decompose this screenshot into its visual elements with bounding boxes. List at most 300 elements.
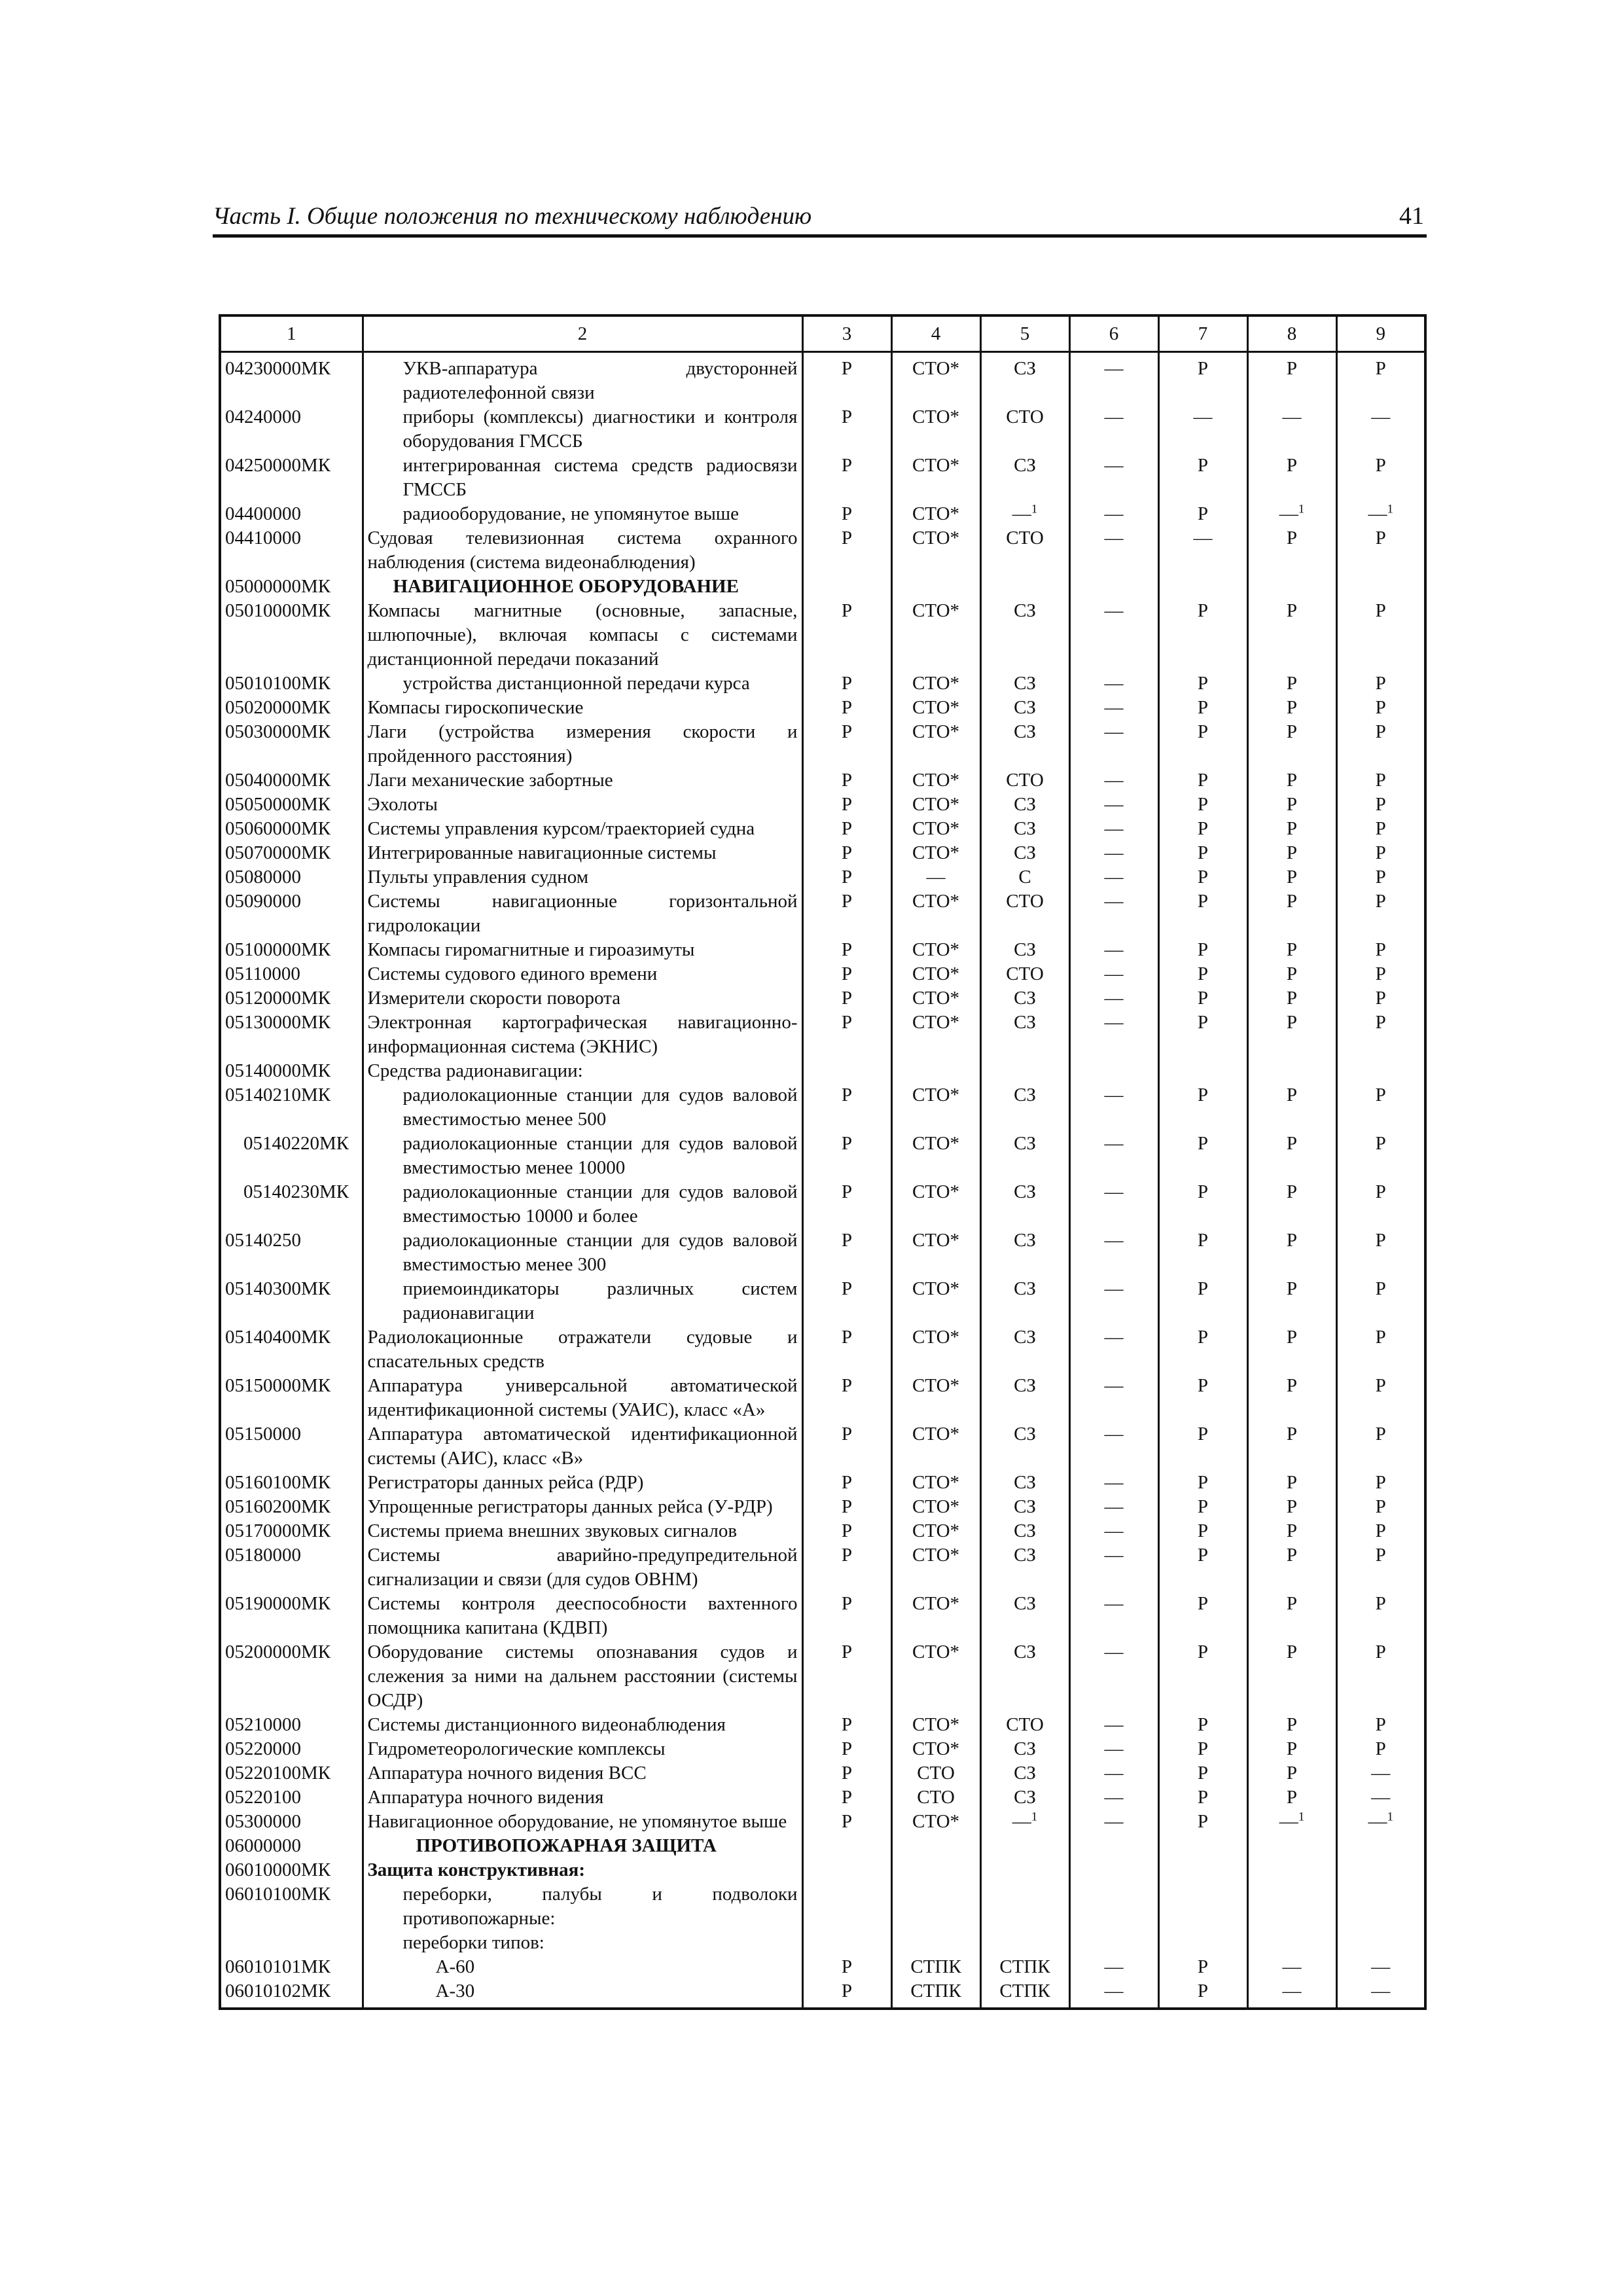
item-description: радиолокационные станции для судов валовой вместимостью 10000 и более — [363, 1180, 802, 1229]
cell-value: — — [1104, 673, 1124, 694]
requirement-cell-col9 — [1336, 1180, 1425, 1229]
requirement-cell-col9 — [1336, 768, 1425, 793]
cell-value: Р — [1197, 988, 1209, 1009]
table-row — [220, 1931, 1425, 1955]
cell-value: Р — [1197, 1714, 1209, 1735]
requirement-cell-col7 — [1158, 502, 1247, 526]
item-description: Электронная картографическая навигационно-информационная система (ЭКНИС) — [363, 1011, 802, 1059]
requirement-cell-col3 — [802, 405, 891, 454]
requirement-cell-col9 — [1336, 720, 1425, 768]
requirement-cell-col5 — [980, 1325, 1069, 1374]
requirement-cell-col8 — [1247, 841, 1336, 865]
requirement-cell-col6 — [1069, 672, 1158, 696]
table-row — [220, 793, 1425, 817]
requirement-cell-col6 — [1069, 938, 1158, 962]
table-row — [220, 768, 1425, 793]
cell-value: Р — [1286, 600, 1298, 621]
requirement-cell-col3 — [802, 817, 891, 841]
cell-value: Р — [841, 1593, 853, 1614]
item-code: 05060000МК — [220, 817, 363, 841]
requirement-cell-col6 — [1069, 793, 1158, 817]
column-header: 6 — [1069, 315, 1158, 352]
item-code: 05120000МК — [220, 986, 363, 1011]
cell-value: Р — [1286, 673, 1298, 694]
requirement-cell-col5 — [980, 1277, 1069, 1325]
requirement-cell-col8 — [1247, 1834, 1336, 1858]
cell-value: СТО* — [912, 1133, 960, 1154]
requirement-cell-col5 — [980, 1059, 1069, 1083]
cell-value: Р — [841, 1085, 853, 1105]
requirement-cell-col9 — [1336, 962, 1425, 986]
cell-value: — — [1104, 867, 1124, 888]
cell-value: СТПК — [999, 1981, 1050, 2001]
cell-value: — — [1371, 1981, 1391, 2001]
item-code: 04230000МК — [220, 352, 363, 406]
item-code: 05220100МК — [220, 1761, 363, 1785]
requirement-cell-col3 — [802, 1785, 891, 1810]
requirement-cell-col8 — [1247, 672, 1336, 696]
requirement-cell-col8 — [1247, 502, 1336, 526]
requirement-cell-col7 — [1158, 768, 1247, 793]
requirement-cell-col9 — [1336, 1979, 1425, 2009]
footnote-marker: 1 — [1298, 502, 1305, 516]
cell-value: Р — [1197, 721, 1209, 742]
item-code: 05140210МК — [220, 1083, 363, 1132]
cell-value: — — [1368, 503, 1387, 524]
requirement-cell-col8 — [1247, 1495, 1336, 1519]
cell-value: — — [1279, 503, 1298, 524]
item-description: НАВИГАЦИОННОЕ ОБОРУДОВАНИЕ — [363, 575, 802, 599]
requirement-cell-col3 — [802, 1834, 891, 1858]
cell-value: Р — [1197, 963, 1209, 984]
requirement-cell-col7 — [1158, 1277, 1247, 1325]
requirement-cell-col8 — [1247, 454, 1336, 502]
cell-value: Р — [1375, 1714, 1386, 1735]
requirement-cell-col5 — [980, 502, 1069, 526]
requirement-cell-col6 — [1069, 768, 1158, 793]
requirement-cell-col8 — [1247, 575, 1336, 599]
cell-value: СТО* — [912, 818, 960, 839]
cell-value: СЗ — [1014, 794, 1036, 815]
requirement-cell-col6 — [1069, 599, 1158, 672]
requirement-cell-col7 — [1158, 1810, 1247, 1834]
item-description: Гидрометеорологические комплексы — [363, 1737, 802, 1761]
item-description: Аппаратура универсальной автоматической идентификационной системы (УАИС), класс «А» — [363, 1374, 802, 1422]
requirement-cell-col5 — [980, 986, 1069, 1011]
column-header: 7 — [1158, 315, 1247, 352]
cell-value: Р — [1197, 1327, 1209, 1348]
item-description: Эхолоты — [363, 793, 802, 817]
requirement-cell-col3 — [802, 1471, 891, 1495]
requirement-cell-col9 — [1336, 1471, 1425, 1495]
requirement-cell-col9 — [1336, 1810, 1425, 1834]
cell-value: Р — [1286, 842, 1298, 863]
cell-value: Р — [841, 1738, 853, 1759]
cell-value: — — [1282, 1981, 1302, 2001]
requirement-cell-col7 — [1158, 1882, 1247, 1931]
cell-value: СТО* — [912, 891, 960, 912]
requirement-cell-col7 — [1158, 405, 1247, 454]
item-code: 05150000 — [220, 1422, 363, 1471]
requirement-cell-col3 — [802, 1325, 891, 1374]
cell-value: Р — [1375, 794, 1386, 815]
cell-value: Р — [1375, 770, 1386, 791]
requirement-cell-col4 — [891, 575, 980, 599]
requirement-cell-col4 — [891, 1882, 980, 1931]
requirement-cell-col7 — [1158, 1858, 1247, 1882]
cell-value: СЗ — [1014, 818, 1036, 839]
requirement-cell-col6 — [1069, 1325, 1158, 1374]
requirement-cell-col7 — [1158, 889, 1247, 938]
requirement-cell-col9 — [1336, 817, 1425, 841]
cell-value: — — [1371, 1956, 1391, 1977]
item-description: Системы приема внешних звуковых сигналов — [363, 1519, 802, 1543]
requirement-cell-col5 — [980, 841, 1069, 865]
requirement-cell-col7 — [1158, 841, 1247, 865]
item-code: 05140250 — [220, 1229, 363, 1277]
requirement-cell-col5 — [980, 599, 1069, 672]
requirement-cell-col6 — [1069, 1374, 1158, 1422]
requirement-cell-col7 — [1158, 1592, 1247, 1640]
requirement-cell-col4 — [891, 502, 980, 526]
footnote-marker: 1 — [1031, 1810, 1038, 1824]
cell-value: СТО* — [912, 1327, 960, 1348]
item-description: радиолокационные станции для судов валовой вместимостью менее 10000 — [363, 1132, 802, 1180]
requirement-cell-col7 — [1158, 1059, 1247, 1083]
cell-value: Р — [841, 1763, 853, 1784]
cell-value: Р — [841, 1981, 853, 2001]
cell-value: С — [1018, 867, 1031, 888]
cell-value: СТО* — [912, 528, 960, 548]
cell-value: — — [1104, 528, 1124, 548]
table-row — [220, 526, 1425, 575]
cell-value: — — [1104, 770, 1124, 791]
item-code: 05200000МК — [220, 1640, 363, 1713]
requirement-cell-col6 — [1069, 1737, 1158, 1761]
requirement-cell-col8 — [1247, 1737, 1336, 1761]
table-row — [220, 599, 1425, 672]
requirement-cell-col6 — [1069, 1713, 1158, 1737]
cell-value: Р — [1286, 891, 1298, 912]
cell-value: Р — [1197, 1956, 1209, 1977]
item-code: 05140400МК — [220, 1325, 363, 1374]
cell-value: Р — [841, 528, 853, 548]
requirement-cell-col7 — [1158, 599, 1247, 672]
cell-value: СТО* — [912, 988, 960, 1009]
requirement-cell-col9 — [1336, 575, 1425, 599]
item-code: 05100000МК — [220, 938, 363, 962]
cell-value: СТО — [917, 1763, 955, 1784]
cell-value: — — [1371, 406, 1391, 427]
requirement-cell-col7 — [1158, 1229, 1247, 1277]
table-row — [220, 1083, 1425, 1132]
table-row — [220, 1737, 1425, 1761]
requirement-cell-col3 — [802, 841, 891, 865]
requirement-cell-col5 — [980, 720, 1069, 768]
requirement-cell-col6 — [1069, 1761, 1158, 1785]
item-code: 05000000МК — [220, 575, 363, 599]
requirement-cell-col3 — [802, 1180, 891, 1229]
requirement-cell-col4 — [891, 1785, 980, 1810]
cell-value: Р — [1375, 818, 1386, 839]
table-row — [220, 405, 1425, 454]
requirement-cell-col3 — [802, 1011, 891, 1059]
cell-value: — — [1104, 891, 1124, 912]
cell-value: Р — [1375, 1085, 1386, 1105]
column-header: 5 — [980, 315, 1069, 352]
requirement-cell-col5 — [980, 1834, 1069, 1858]
item-description: Лаги (устройства измерения скорости и пройденного расстояния) — [363, 720, 802, 768]
requirement-cell-col7 — [1158, 793, 1247, 817]
cell-value: — — [1371, 1787, 1391, 1808]
requirement-cell-col8 — [1247, 1422, 1336, 1471]
cell-value: Р — [1197, 1763, 1209, 1784]
cell-value: Р — [841, 794, 853, 815]
requirement-cell-col8 — [1247, 1519, 1336, 1543]
cell-value: СТО* — [912, 1496, 960, 1517]
cell-value: Р — [1375, 939, 1386, 960]
cell-value: Р — [1197, 1133, 1209, 1154]
cell-value: Р — [1375, 891, 1386, 912]
table-row — [220, 1713, 1425, 1737]
cell-value: СЗ — [1014, 939, 1036, 960]
cell-value: — — [1104, 1472, 1124, 1493]
item-code: 05190000МК — [220, 1592, 363, 1640]
requirement-cell-col4 — [891, 817, 980, 841]
requirement-cell-col3 — [802, 502, 891, 526]
requirement-cell-col6 — [1069, 1495, 1158, 1519]
requirement-cell-col4 — [891, 986, 980, 1011]
table-row — [220, 454, 1425, 502]
requirement-cell-col9 — [1336, 1495, 1425, 1519]
item-description: А-60 — [363, 1955, 802, 1979]
cell-value: Р — [1375, 673, 1386, 694]
requirement-cell-col7 — [1158, 1834, 1247, 1858]
requirement-cell-col4 — [891, 1495, 980, 1519]
requirement-cell-col7 — [1158, 1495, 1247, 1519]
requirement-cell-col8 — [1247, 1059, 1336, 1083]
requirement-cell-col7 — [1158, 1761, 1247, 1785]
requirement-cell-col7 — [1158, 526, 1247, 575]
requirement-cell-col3 — [802, 889, 891, 938]
cell-value: — — [1104, 1738, 1124, 1759]
requirement-cell-col6 — [1069, 1132, 1158, 1180]
requirement-cell-col4 — [891, 1713, 980, 1737]
cell-value: СТО — [1006, 891, 1044, 912]
cell-value: Р — [841, 600, 853, 621]
item-description: А-30 — [363, 1979, 802, 2009]
requirement-cell-col4 — [891, 672, 980, 696]
cell-value: Р — [1286, 1545, 1298, 1566]
column-header: 1 — [220, 315, 363, 352]
requirement-cell-col9 — [1336, 352, 1425, 406]
requirement-cell-col6 — [1069, 1882, 1158, 1931]
cell-value: Р — [1197, 1012, 1209, 1033]
item-description: УКВ-аппаратура двусторонней радиотелефонной связи — [363, 352, 802, 406]
cell-value: Р — [1375, 1496, 1386, 1517]
cell-value: Р — [1286, 1012, 1298, 1033]
item-code: 04400000 — [220, 502, 363, 526]
requirement-cell-col6 — [1069, 1277, 1158, 1325]
requirement-cell-col8 — [1247, 526, 1336, 575]
page-header — [213, 203, 1427, 238]
table-row — [220, 889, 1425, 938]
cell-value: СЗ — [1014, 1520, 1036, 1541]
cell-value: СТО — [1006, 963, 1044, 984]
requirement-cell-col3 — [802, 1882, 891, 1931]
requirement-cell-col5 — [980, 1011, 1069, 1059]
table-row — [220, 1592, 1425, 1640]
cell-value: — — [1104, 818, 1124, 839]
item-code: 05170000МК — [220, 1519, 363, 1543]
cell-value: Р — [841, 1424, 853, 1444]
cell-value: — — [1104, 697, 1124, 718]
requirement-cell-col6 — [1069, 1810, 1158, 1834]
cell-value: СЗ — [1014, 721, 1036, 742]
requirement-cell-col4 — [891, 1229, 980, 1277]
cell-value: СТО* — [912, 600, 960, 621]
requirement-cell-col7 — [1158, 1471, 1247, 1495]
cell-value: — — [1104, 503, 1124, 524]
requirement-cell-col5 — [980, 1543, 1069, 1592]
column-header: 4 — [891, 315, 980, 352]
requirement-cell-col7 — [1158, 696, 1247, 720]
cell-value: Р — [841, 1375, 853, 1396]
requirement-cell-col4 — [891, 454, 980, 502]
requirement-cell-col6 — [1069, 889, 1158, 938]
item-code: 05160100МК — [220, 1471, 363, 1495]
requirement-cell-col4 — [891, 1737, 980, 1761]
requirement-cell-col8 — [1247, 1277, 1336, 1325]
requirement-cell-col7 — [1158, 1931, 1247, 1955]
cell-value: — — [1104, 1375, 1124, 1396]
table-row — [220, 1810, 1425, 1834]
requirement-cell-col3 — [802, 1713, 891, 1737]
cell-value: Р — [841, 455, 853, 476]
requirement-cell-col9 — [1336, 1059, 1425, 1083]
requirement-cell-col3 — [802, 454, 891, 502]
requirement-cell-col6 — [1069, 1543, 1158, 1592]
cell-value: — — [1104, 1133, 1124, 1154]
cell-value: — — [1104, 939, 1124, 960]
requirement-cell-col8 — [1247, 1955, 1336, 1979]
cell-value: — — [1371, 1763, 1391, 1784]
requirement-cell-col9 — [1336, 1011, 1425, 1059]
requirement-cell-col3 — [802, 1761, 891, 1785]
cell-value: СТО* — [912, 939, 960, 960]
cell-value: Р — [1286, 939, 1298, 960]
requirement-cell-col3 — [802, 986, 891, 1011]
cell-value: Р — [1197, 1981, 1209, 2001]
requirement-cell-col7 — [1158, 1713, 1247, 1737]
requirement-cell-col5 — [980, 454, 1069, 502]
column-header: 3 — [802, 315, 891, 352]
requirement-cell-col5 — [980, 526, 1069, 575]
cell-value: — — [1104, 963, 1124, 984]
requirement-cell-col6 — [1069, 352, 1158, 406]
requirement-cell-col6 — [1069, 1083, 1158, 1132]
requirement-cell-col4 — [891, 526, 980, 575]
item-description: Системы дистанционного видеонаблюдения — [363, 1713, 802, 1737]
cell-value: — — [1104, 1714, 1124, 1735]
cell-value: Р — [1197, 1520, 1209, 1541]
item-code: 05140220МК — [220, 1132, 363, 1180]
requirement-cell-col7 — [1158, 1374, 1247, 1422]
requirement-cell-col5 — [980, 1592, 1069, 1640]
item-description: Упрощенные регистраторы данных рейса (У-РДР) — [363, 1495, 802, 1519]
cell-value: — — [1104, 1230, 1124, 1251]
cell-value: — — [1282, 1956, 1302, 1977]
requirement-cell-col9 — [1336, 1955, 1425, 1979]
cell-value: СТО* — [912, 1738, 960, 1759]
requirement-cell-col6 — [1069, 1180, 1158, 1229]
requirement-cell-col9 — [1336, 889, 1425, 938]
requirement-cell-col8 — [1247, 1882, 1336, 1931]
cell-value: СТО* — [912, 406, 960, 427]
requirement-cell-col7 — [1158, 1979, 1247, 2009]
requirement-cell-col3 — [802, 1519, 891, 1543]
cell-value: Р — [841, 1327, 853, 1348]
cell-value: СТО* — [912, 963, 960, 984]
cell-value: Р — [1375, 963, 1386, 984]
cell-value: Р — [1375, 1133, 1386, 1154]
table-row — [220, 672, 1425, 696]
item-description: Системы судового единого времени — [363, 962, 802, 986]
requirement-cell-col3 — [802, 696, 891, 720]
cell-value: Р — [1375, 988, 1386, 1009]
cell-value: Р — [841, 1012, 853, 1033]
cell-value: — — [1104, 721, 1124, 742]
item-description: Средства радионавигации: — [363, 1059, 802, 1083]
cell-value: Р — [1197, 1811, 1209, 1832]
requirement-cell-col3 — [802, 575, 891, 599]
cell-value: Р — [1197, 1738, 1209, 1759]
cell-value: — — [1104, 1012, 1124, 1033]
requirement-cell-col9 — [1336, 1713, 1425, 1737]
requirement-cell-col7 — [1158, 575, 1247, 599]
item-description: Аппаратура ночного видения ВСС — [363, 1761, 802, 1785]
cell-value: — — [1104, 1956, 1124, 1977]
table-row — [220, 986, 1425, 1011]
cell-value: Р — [1197, 1181, 1209, 1202]
cell-value: — — [1193, 406, 1213, 427]
requirement-cell-col9 — [1336, 986, 1425, 1011]
requirement-cell-col3 — [802, 1543, 891, 1592]
cell-value: Р — [1197, 1593, 1209, 1614]
item-code: 06010000МК — [220, 1858, 363, 1882]
cell-value: Р — [1286, 794, 1298, 815]
cell-value: Р — [1375, 721, 1386, 742]
requirement-cell-col4 — [891, 889, 980, 938]
requirement-cell-col4 — [891, 1858, 980, 1882]
cell-value: Р — [841, 358, 853, 379]
requirement-cell-col6 — [1069, 454, 1158, 502]
item-description: переборки типов: — [363, 1931, 802, 1955]
requirement-cell-col9 — [1336, 1229, 1425, 1277]
cell-value: Р — [1286, 697, 1298, 718]
table-header-row — [220, 315, 1425, 352]
requirement-cell-col5 — [980, 1858, 1069, 1882]
item-description: Компасы гиромагнитные и гироазимуты — [363, 938, 802, 962]
cell-value: — — [1104, 358, 1124, 379]
cell-value: Р — [841, 697, 853, 718]
table-row — [220, 1229, 1425, 1277]
cell-value: Р — [1375, 600, 1386, 621]
requirement-cell-col8 — [1247, 1858, 1336, 1882]
requirement-cell-col8 — [1247, 768, 1336, 793]
requirement-cell-col7 — [1158, 1132, 1247, 1180]
cell-value: СТО* — [912, 1085, 960, 1105]
